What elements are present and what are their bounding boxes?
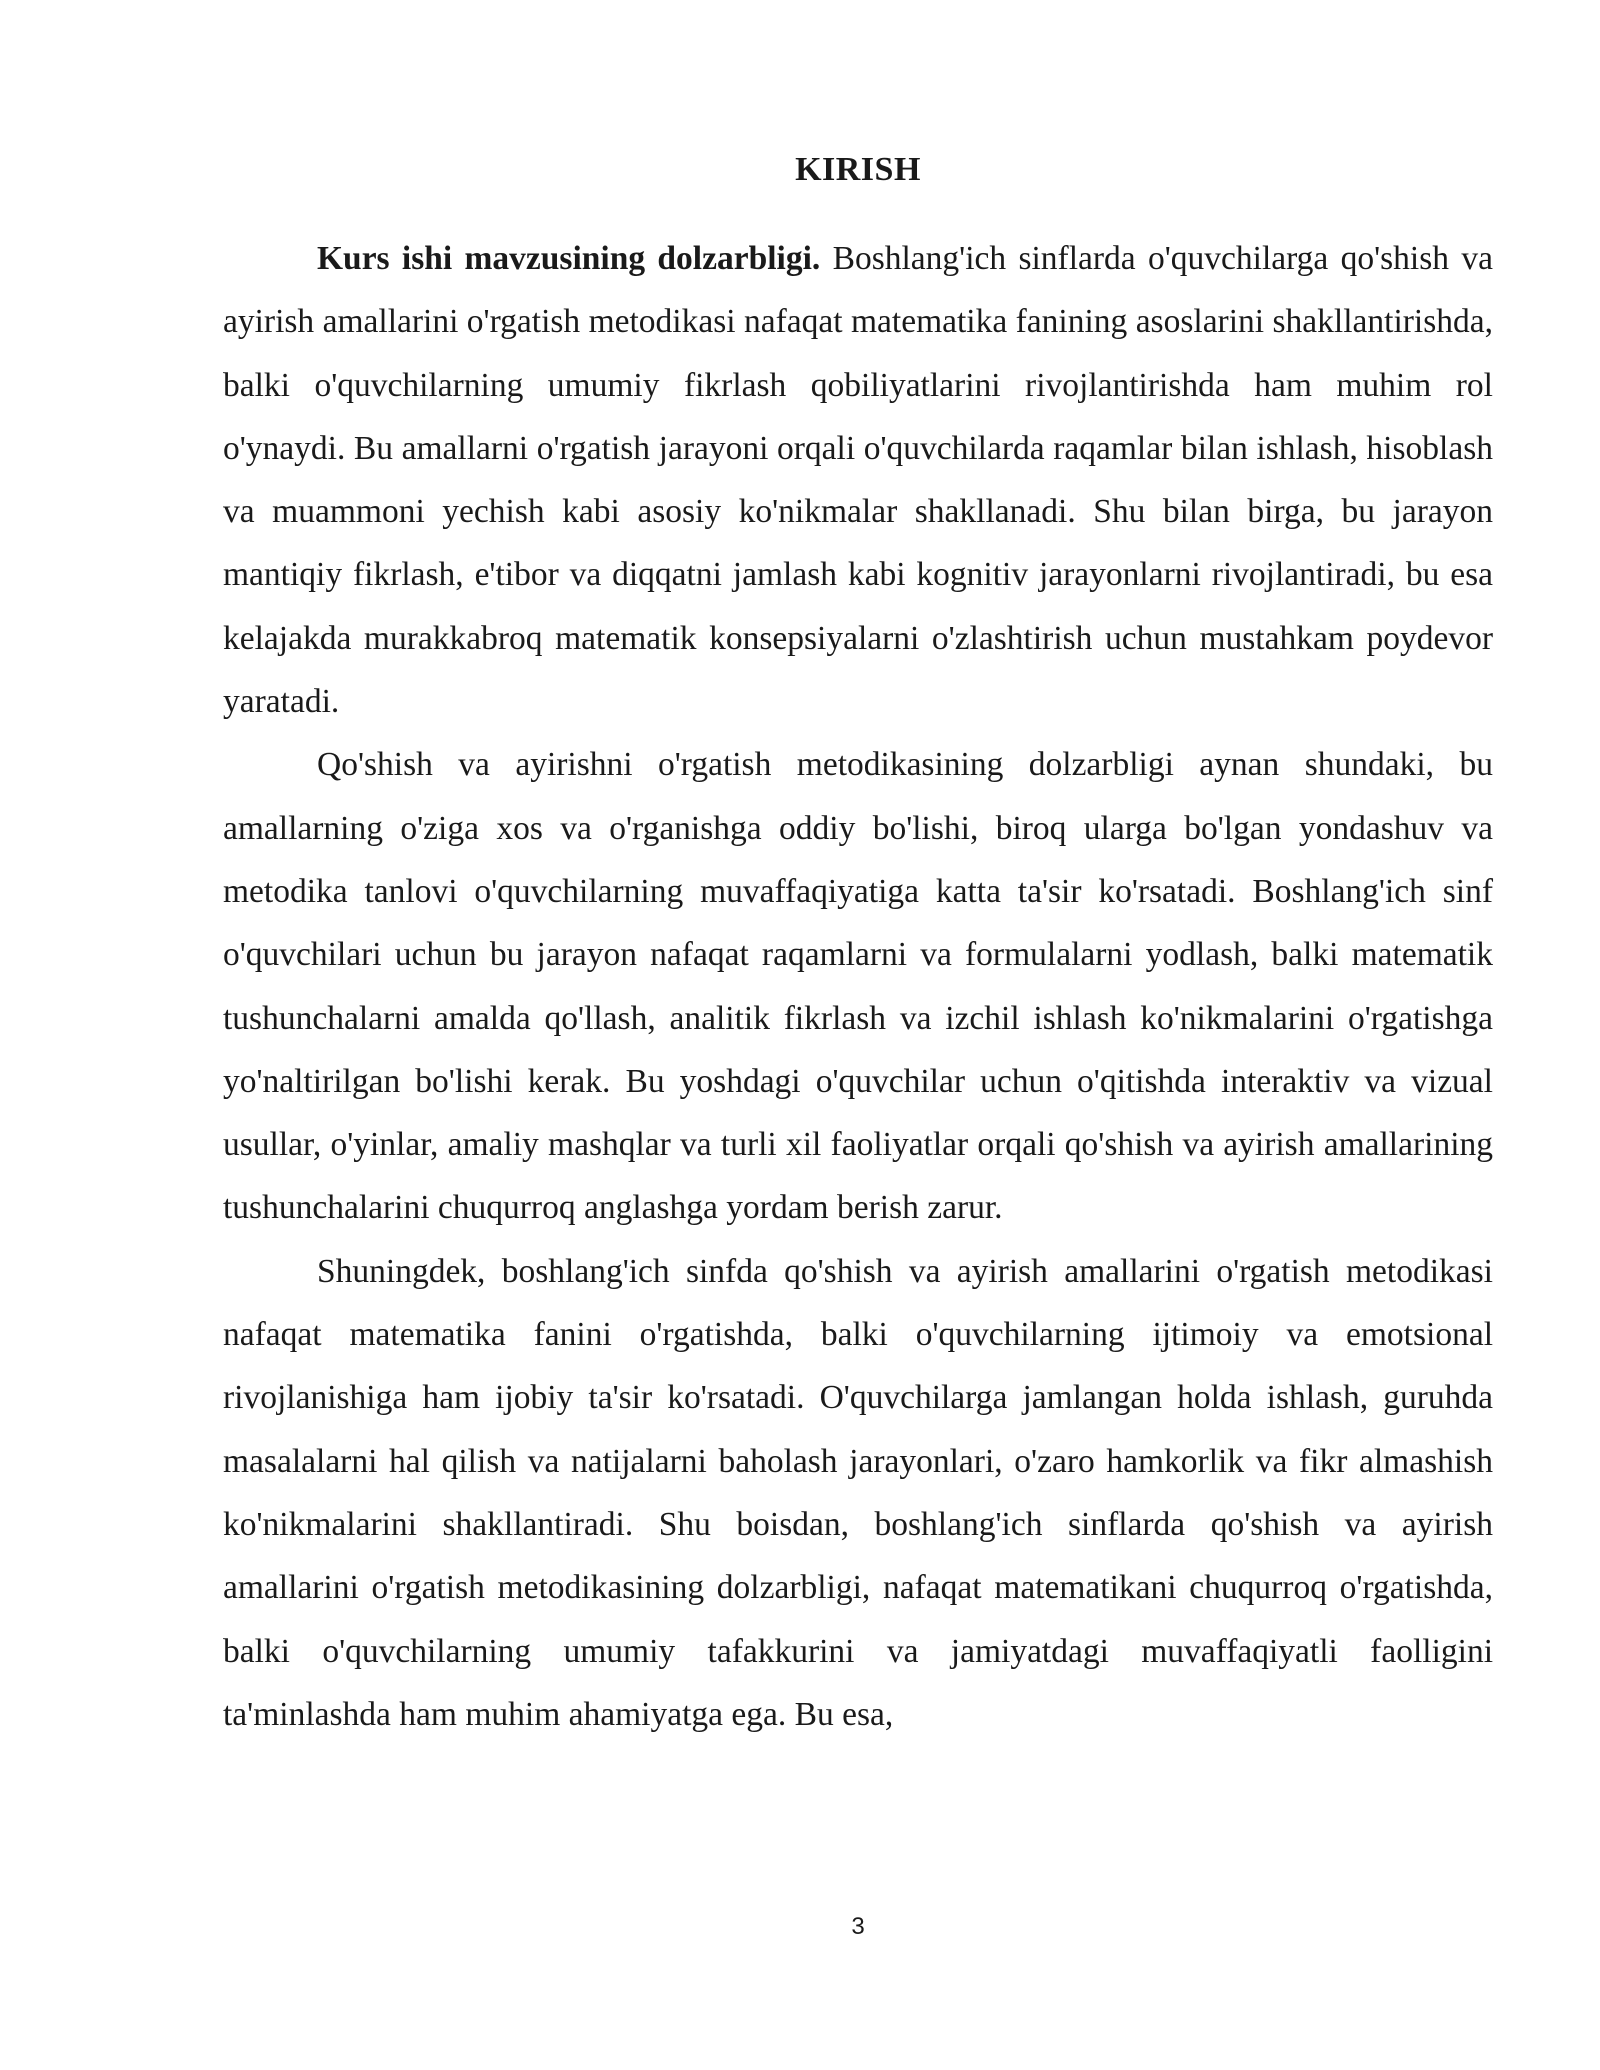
paragraph-lead: Kurs ishi mavzusining dolzarbligi.: [317, 240, 821, 277]
paragraph-text: Boshlang'ich sinflarda o'quvchilarga qo'shish va ayirish amallarini o'rgatish metodikasi nafaqat matematika fanining asoslarini shakllantirishda, balki o'quvchilarning umumiy fikrlash qobiliyatlarini rivojlantirishda ham muhim rol o'ynaydi. Bu amallarni o'rgatish jarayoni orqali o'quvchilarda raqamlar bilan ishlash, hisoblash va muammoni yechish kabi asosiy ko'nikmalar shakllanadi. Shu bilan birga, bu jarayon mantiqiy fikrlash, e'tibor va diqqatni jamlash kabi kognitiv jarayonlarni rivojlantiradi, bu esa kelajakda murakkabroq matematik konsepsiyalarni o'zlashtirish uchun mustahkam poydevor yaratadi.: [223, 240, 1493, 721]
paragraph-social-impact: Shuningdek, boshlang'ich sinfda qo'shish va ayirish amallarini o'rgatish metodikasi nafaqat matematika fanini o'rgatishda, balki o'quvchilarning ijtimoiy va emotsional rivojlanishiga ham ijobiy ta'sir ko'rsatadi. O'quvchilarga jamlangan holda ishlash, guruhda masalalarni hal qilish va natijalarni baholash jarayonlari, o'zaro hamkorlik va fikr almashish ko'nikmalarini shakllantiradi. Shu boisdan, boshlang'ich sinflarda qo'shish va ayirish amallarini o'rgatish metodikasining dolzarbligi, nafaqat matematikani chuqurroq o'rgatishda, balki o'quvchilarning umumiy tafakkurini va jamiyatdagi muvaffaqiyatli faolligini ta'minlashda ham muhim ahamiyatga ega. Bu esa,: [223, 1252, 1493, 1733]
paragraph-relevance: [223, 227, 1493, 733]
page-number: 3: [851, 1913, 865, 1940]
section-heading: KIRISH: [795, 151, 921, 188]
paragraph-methodology: Qo'shish va ayirishni o'rgatish metodikasining dolzarbligi aynan shundaki, bu amallarning o'ziga xos va o'rganishga oddiy bo'lishi, biroq ularga bo'lgan yondashuv va metodika tanlovi o'quvchilarning muvaffaqiyatiga katta ta'sir ko'rsatadi. Boshlang'ich sinf o'quvchilari uchun bu jarayon nafaqat raqamlarni va formulalarni yodlash, balki matematik tushunchalarni amalda qo'llash, analitik fikrlash va izchil ishlash ko'nikmalarini o'rgatishga yo'naltirilgan bo'lishi kerak. Bu yoshdagi o'quvchilar uchun o'qitishda interaktiv va vizual usullar, o'yinlar, amaliy mashqlar va turli xil faoliyatlar orqali qo'shish va ayirish amallarining tushunchalarini chuqurroq anglashga yordam berish zarur.: [223, 746, 1493, 1227]
body-text: [223, 227, 1493, 1746]
